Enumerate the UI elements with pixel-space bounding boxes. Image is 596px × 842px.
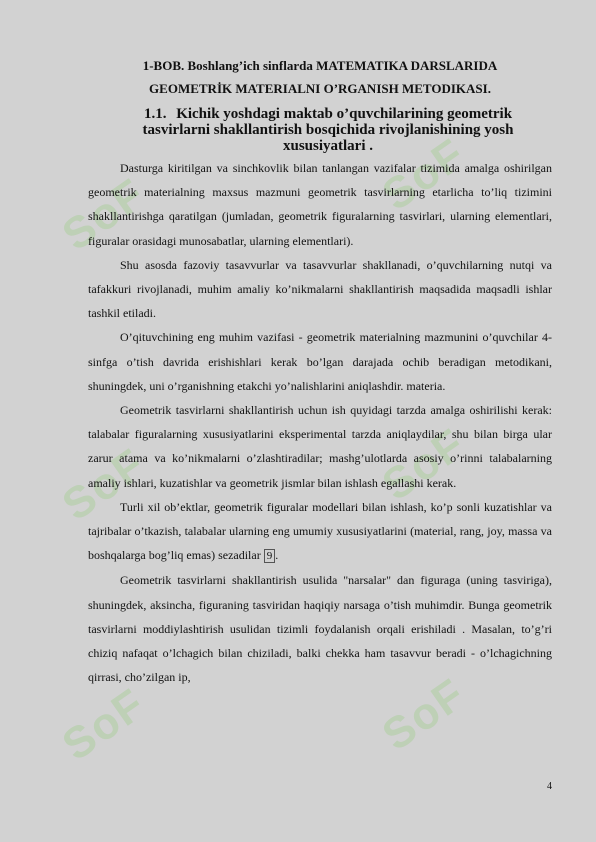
paragraph: Geometrik tasvirlarni shakllantirish usulida "narsalar" dan figuraga (uning tasviriga), shuningdek, aksincha, figuraning tasviridan haqiqiy narsaga o’tish muhimdir. Bunga geometrik tasvirlarni moddiylashtirish usulidan tizimli foydalanish orqali erishiladi . Masalan, to’g’ri chiziq nafaqat o’lchagich bilan chiziladi, balki chekka ham tasavvur beradi - o’lchagichning qirrasi, cho’zilgan ip, [88, 573, 552, 685]
paragraph: Shu asosda fazoviy tasavvurlar va tasavvurlar shakllanadi, o’quvchilarning nutqi va tafakkuri rivojlanadi, muhim amaliy ko’nikmalarni shakllantirish maqsadida maqsadli ishlar tashkil etiladi. [88, 257, 552, 321]
watermark-logo: SoF [373, 418, 475, 511]
section-number: 1.1. [143, 106, 167, 122]
section-title: Kichik yoshdagi maktab o’quvchilarining geometrik tasvirlarni shakllantirish bosqichida rivojlanishining yosh xususiyatlari . [142, 106, 514, 154]
watermark-logo: SoF [373, 128, 475, 221]
body-text [88, 156, 552, 689]
paragraph: Dasturga kiritilgan va sinchkovlik bilan tanlangan vazifalar tizimida amalga oshirilgan geometrik materialning maxsus mazmuni geometrik tasvirlarning etarlicha to’liq tizimini shakllantirishga qaratilgan (jumladan, geometrik figuralarning tasvirlari, ularning elementlari, figuralar orasidagi munosabatlar, ularning elementlari). [88, 161, 552, 248]
paragraph-end: . [275, 548, 279, 563]
chapter-heading-line1: 1-BOB. Boshlang’ich sinflarda MATEMATIKA DARSLARIDA [142, 58, 498, 73]
watermark-logo: SoF [373, 668, 475, 761]
section-heading [112, 106, 544, 154]
paragraph [88, 495, 552, 569]
watermark-logo: SoF [53, 438, 155, 531]
page-number: 4 [547, 781, 552, 792]
paragraph-text: Turli xil ob’ektlar, geometrik figuralar modellari bilan ishlash, ko’p sonli kuzatishlar va tajribalar o’tkazish, talabalar ularning eng umumiy xususiyatlarini (material, rang, joy, massa va boshqalarga bog’liq emas) sezadilar [88, 499, 552, 563]
watermark-logo: SoF [53, 168, 155, 261]
citation-reference[interactable]: 9 [264, 549, 276, 563]
paragraph: O’qituvchining eng muhim vazifasi - geometrik materialning mazmunini o’quvchilar 4-sinfga o’tish davrida erishishlari kerak bo’lgan darajada ochib beradigan metodikani, shuningdek, uni o’rganishning etakchi yo’nalishlarini aniqlashdir. materia. [88, 330, 552, 393]
watermark-logo: SoF [53, 678, 155, 771]
chapter-heading-line2: GEOMETRİK MATERIALNI O’RGANISH METODIKASI. [149, 81, 491, 96]
paragraph: Geometrik tasvirlarni shakllantirish uchun ish quyidagi tarzda amalga oshirilishi kerak: talabalar figuralarning xususiyatlarini eksperimental tarzda aniqlaydilar, shu bilan birga ular zarur atama va ko’nikmalarni o’zlashtiradilar; mashg’ulotlarda asosiy o’rinni talabalarning amaliy ishlari, kuzatishlar va geometrik jismlar bilan ishlash egallashi kerak. [88, 403, 552, 490]
